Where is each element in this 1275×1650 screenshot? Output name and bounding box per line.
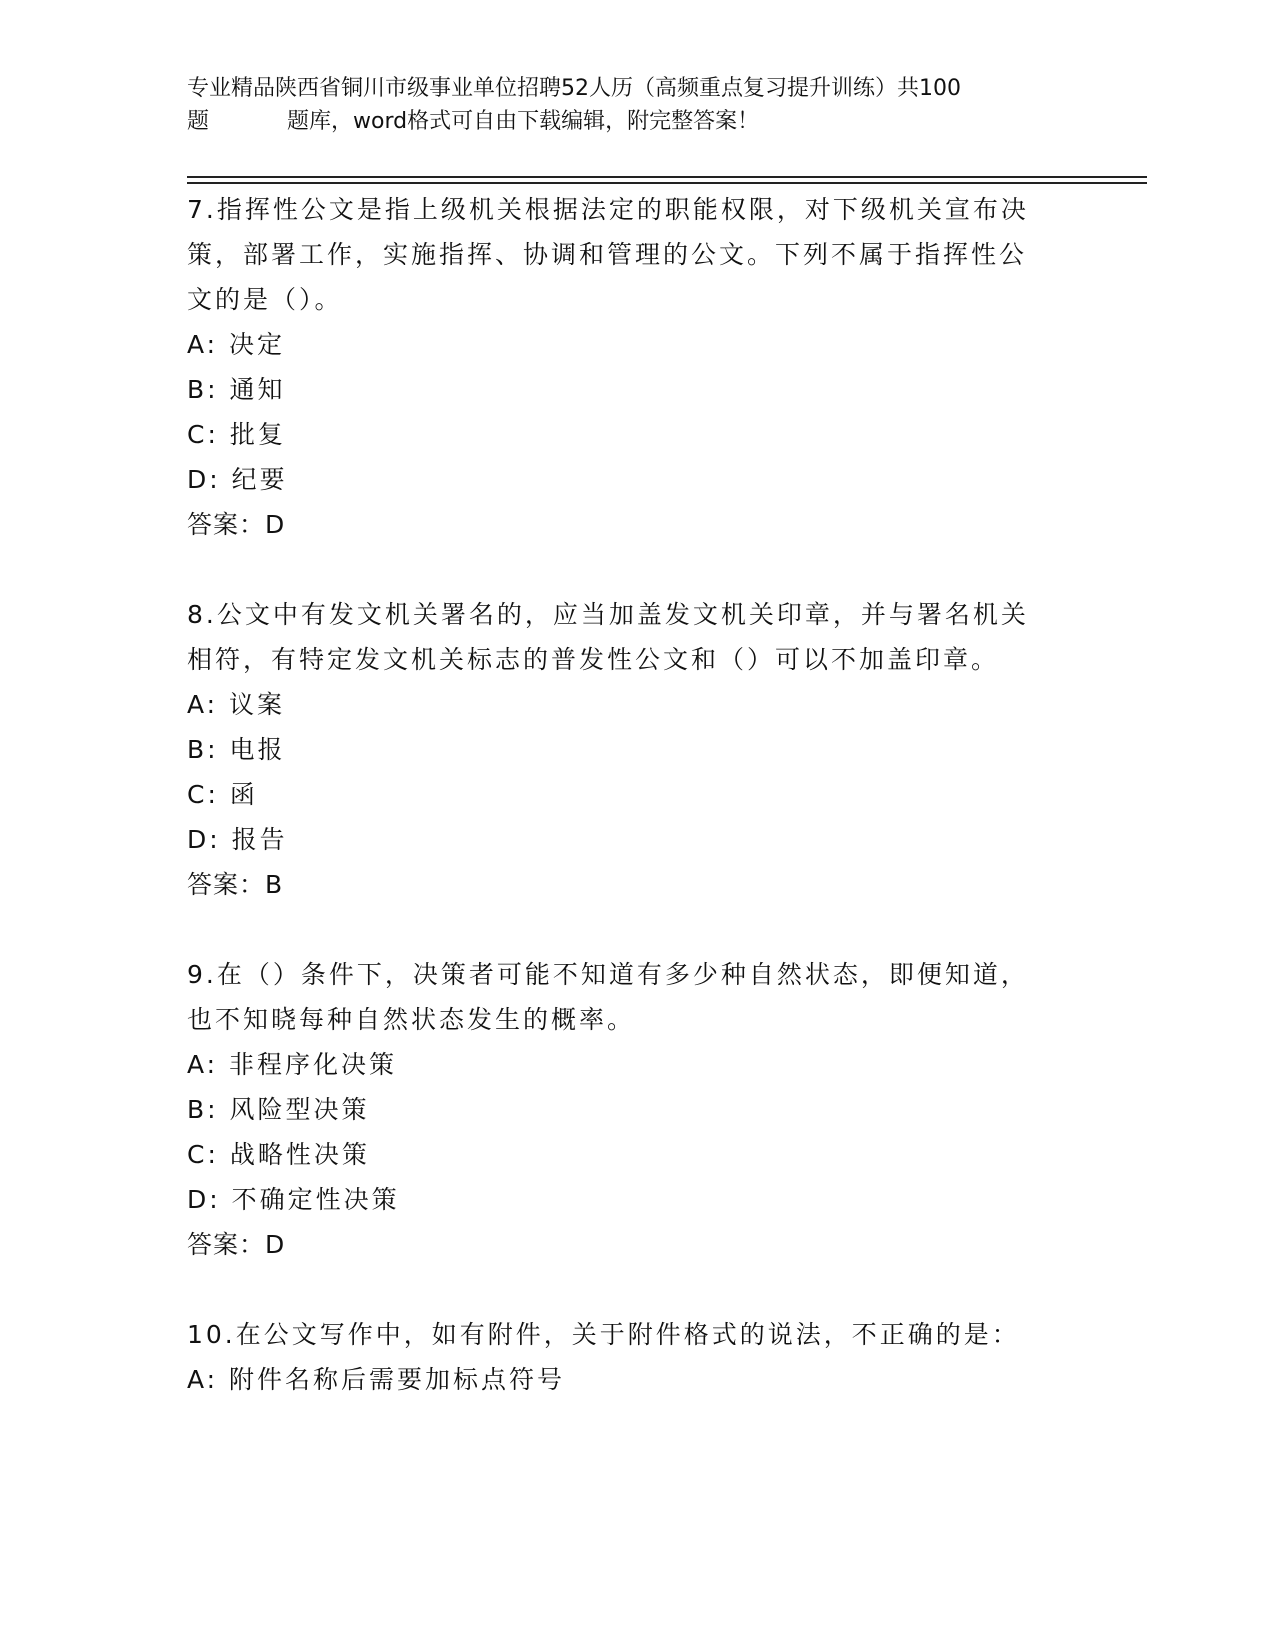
question-text-line: 相符，有特定发文机关标志的普发性公文和（）可以不加盖印章。 [187, 645, 1000, 674]
option-a: A: 决定 [187, 330, 286, 359]
option-b: B: 通知 [187, 375, 286, 404]
question-8 [187, 592, 1067, 907]
option-d: D: 报告 [187, 825, 288, 854]
option-a: A: 议案 [187, 690, 286, 719]
option-d: D: 不确定性决策 [187, 1185, 400, 1214]
answer: 答案：D [187, 510, 286, 539]
header-title-line2 [187, 105, 1067, 138]
header-title-line2-left: 题 [187, 109, 210, 134]
header-title-line2-right: 题库，word格式可自由下载编辑，附完整答案！ [287, 109, 760, 134]
option-a: A: 非程序化决策 [187, 1050, 398, 1079]
spacer [187, 547, 1067, 592]
question-list [187, 187, 1067, 1402]
question-text-line: 10.在公文写作中，如有附件，关于附件格式的说法，不正确的是： [187, 1320, 1020, 1349]
question-text-line: 7.指挥性公文是指上级机关根据法定的职能权限，对下级机关宣布决 [187, 195, 1029, 224]
answer: 答案：D [187, 1230, 286, 1259]
question-9 [187, 952, 1067, 1267]
option-b: B: 电报 [187, 735, 286, 764]
option-c: C: 战略性决策 [187, 1140, 370, 1169]
question-text-line: 文的是（）。 [187, 285, 343, 314]
header-divider-bottom [187, 182, 1147, 184]
question-10 [187, 1312, 1067, 1402]
question-text-line: 策，部署工作，实施指挥、协调和管理的公文。下列不属于指挥性公 [187, 240, 1028, 269]
spacer [187, 1267, 1067, 1312]
header-divider-top [187, 176, 1147, 178]
answer: 答案：B [187, 870, 284, 899]
question-text-line: 也不知晓每种自然状态发生的概率。 [187, 1005, 636, 1034]
header-title-line1: 专业精品陕西省铜川市级事业单位招聘52人历（高频重点复习提升训练）共100 [187, 76, 961, 101]
option-d: D: 纪要 [187, 465, 288, 494]
spacer [187, 907, 1067, 952]
question-7 [187, 187, 1067, 547]
option-a: A: 附件名称后需要加标点符号 [187, 1365, 566, 1394]
option-c: C: 批复 [187, 420, 286, 449]
question-text-line: 9.在（）条件下，决策者可能不知道有多少种自然状态，即便知道， [187, 960, 1029, 989]
option-c: C: 函 [187, 780, 258, 809]
question-text-line: 8.公文中有发文机关署名的，应当加盖发文机关印章，并与署名机关 [187, 600, 1029, 629]
document-header [187, 72, 1067, 138]
option-b: B: 风险型决策 [187, 1095, 370, 1124]
